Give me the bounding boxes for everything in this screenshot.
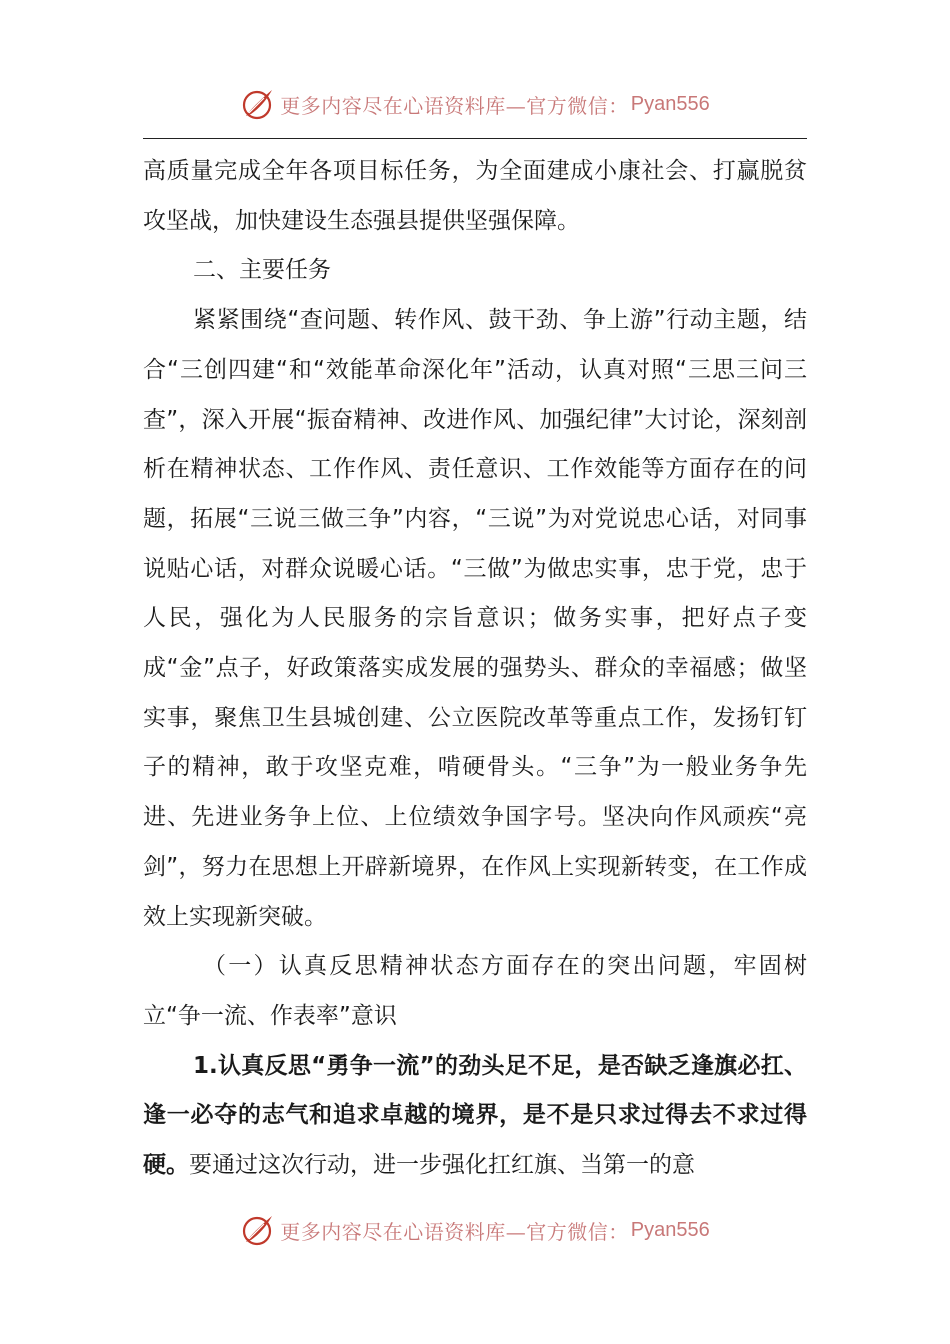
header-watermark (0, 84, 950, 124)
quill-logo-icon (240, 86, 276, 122)
item-1-bold: 1.认真反思“勇争一流”的劲头足不足，是否缺乏逢旗必扛、逢一必夺的志气和追求卓越的境界，是不是只求过得去不求过得硬。 (143, 1052, 807, 1179)
watermark-wechat-id: Pyan556 (630, 92, 710, 115)
watermark-text: 更多内容尽在心语资料库—官方微信： (280, 1219, 629, 1244)
document-body (143, 147, 807, 1191)
watermark-wechat-id: Pyan556 (630, 1218, 710, 1241)
footer-watermark (0, 1210, 950, 1250)
item-1 (143, 1042, 807, 1191)
header-divider (143, 138, 807, 139)
section-heading: 二、主要任务 (193, 257, 331, 284)
paragraph-2: 紧紧围绕“查问题、转作风、鼓干劲、争上游”行动主题，结合“三创四建“和“效能革命深化年”活动，认真对照“三思三问三查”，深入开展“振奋精神、改进作风、加强纪律”大讨论，深刻剖析在精神状态、工作作风、责任意识、工作效能等方面存在的问题，拓展“三说三做三争”内容，“三说”为对党说忠心话，对同事说贴心话，对群众说暖心话。“三做”为做忠实事，忠于党，忠于人民，强化为人民服务的宗旨意识；做务实事，把好点子变成“金”点子，好政策落实成发展的强势头、群众的幸福感；做坚实事，聚焦卫生县城创建、公立医院改革等重点工作，发扬钉钉子的精神，敢于攻坚克难，啃硬骨头。“三争”为一般业务争先进、先进业务争上位、上位绩效争国字号。坚决向作风顽疾“亮剑”，努力在思想上开辟新境界，在作风上实现新转变，在工作成效上实现新突破。 (143, 307, 807, 930)
paragraph-1: 高质量完成全年各项目标任务，为全面建成小康社会、打赢脱贫攻坚战，加快建设生态强县提供坚强保障。 (143, 158, 807, 234)
subheading: （一）认真反思精神状态方面存在的突出问题，牢固树立“争一流、作表率”意识 (143, 953, 807, 1029)
quill-logo-icon (240, 1212, 276, 1248)
watermark-text: 更多内容尽在心语资料库—官方微信： (280, 93, 629, 118)
item-1-text: 要通过这次行动，进一步强化扛红旗、当第一的意 (189, 1152, 695, 1179)
